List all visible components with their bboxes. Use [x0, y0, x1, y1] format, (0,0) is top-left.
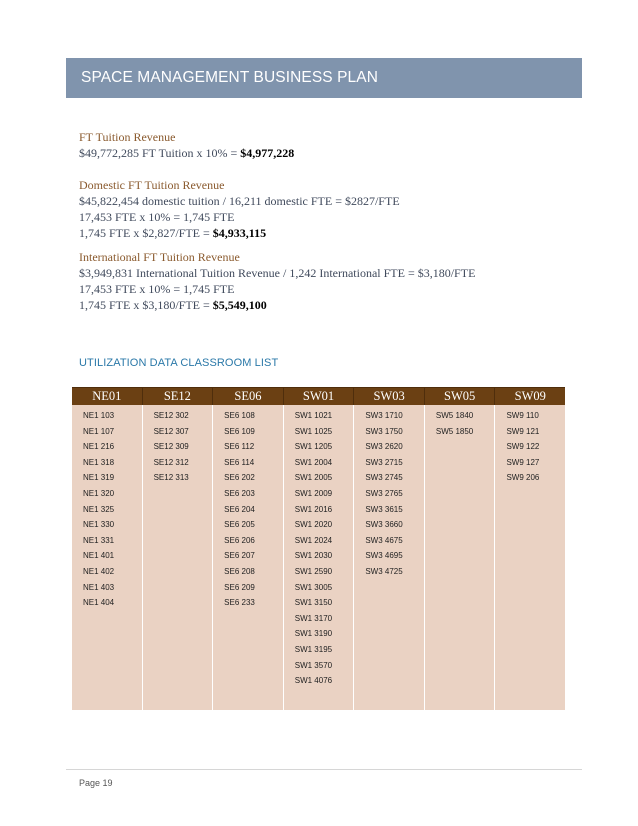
- room-cell: SW3 3615: [365, 504, 403, 514]
- international-line-1: $3,949,831 International Tuition Revenue / 1,242 International FTE = $3,180/FTE: [79, 266, 476, 280]
- building-column: [354, 405, 425, 710]
- room-cell: SW5 1850: [435, 426, 474, 436]
- international-heading: International FT Tuition Revenue: [79, 250, 240, 264]
- column-header: SE06: [213, 388, 284, 405]
- room-cell: SW1 3570: [294, 660, 333, 670]
- room-cell: SW1 3150: [294, 598, 333, 608]
- room-cell: SW3 1750: [365, 426, 403, 436]
- international-line-3: [79, 297, 579, 313]
- domestic-section: [79, 177, 579, 241]
- ft-tuition-formula: $49,772,285 FT Tuition x 10% =: [79, 146, 241, 160]
- room-cell: NE1 330: [83, 520, 115, 530]
- room-cell: NE1 331: [83, 535, 115, 545]
- domestic-formula: 1,745 FTE x $2,827/FTE =: [79, 226, 213, 240]
- room-cell: NE1 319: [83, 473, 115, 483]
- room-cell: SW1 2020: [294, 520, 333, 530]
- classroom-table-body: [72, 405, 565, 710]
- ft-tuition-calculation: [79, 145, 579, 161]
- room-cell: NE1 401: [83, 551, 115, 561]
- ft-tuition-heading: FT Tuition Revenue: [79, 130, 176, 144]
- room-cell: SW3 1710: [365, 411, 403, 420]
- domestic-line-1: $45,822,454 domestic tuition / 16,211 domestic FTE = $2827/FTE: [79, 194, 400, 208]
- room-cell: NE1 216: [83, 442, 115, 452]
- room-cell: SE6 207: [224, 551, 255, 561]
- room-cell: SW1 2016: [294, 504, 333, 514]
- building-column: [72, 405, 143, 710]
- room-cell: SW1 2004: [294, 457, 333, 467]
- page-number: Page 19: [79, 778, 113, 788]
- room-cell: SW1 3195: [294, 644, 333, 654]
- room-cell: SW1 4076: [294, 676, 333, 686]
- header-band: [66, 58, 582, 98]
- column-header: SW05: [425, 388, 496, 405]
- room-cell: SE6 204: [224, 504, 255, 514]
- column-header: SW03: [354, 388, 425, 405]
- room-cell: SE6 203: [224, 488, 255, 498]
- room-cell: SW1 2009: [294, 488, 333, 498]
- room-cell: SE6 233: [224, 598, 255, 608]
- building-column: [213, 405, 284, 710]
- room-cell: SW9 121: [506, 426, 540, 436]
- building-column: [425, 405, 496, 710]
- international-result: $5,549,100: [212, 298, 267, 312]
- room-cell: NE1 318: [83, 457, 115, 467]
- room-cell: NE1 107: [83, 426, 115, 436]
- room-cell: NE1 103: [83, 411, 115, 420]
- room-cell: SW1 3170: [294, 613, 333, 623]
- international-formula: 1,745 FTE x $3,180/FTE =: [79, 298, 213, 312]
- room-cell: SW1 2590: [294, 566, 333, 576]
- room-cell: SW3 4675: [365, 535, 403, 545]
- room-cell: SW9 206: [506, 473, 540, 483]
- ft-tuition-result: $4,977,228: [240, 146, 295, 160]
- room-cell: SW5 1840: [435, 411, 474, 420]
- room-cell: SW9 122: [506, 442, 540, 452]
- room-cell: SW1 1025: [294, 426, 333, 436]
- room-cell: NE1 402: [83, 566, 115, 576]
- room-cell: SW1 2024: [294, 535, 333, 545]
- room-cell: SW3 2765: [365, 488, 403, 498]
- room-cell: SW3 2620: [365, 442, 403, 452]
- footer-divider: [66, 769, 582, 770]
- room-cell: SW3 4695: [365, 551, 403, 561]
- ft-tuition-section: [79, 129, 579, 161]
- building-column: [284, 405, 355, 710]
- room-cell: SE6 205: [224, 520, 255, 530]
- room-cell: SW1 3190: [294, 629, 333, 639]
- room-cell: SE6 109: [224, 426, 255, 436]
- utilization-list-title: UTILIZATION DATA CLASSROOM LIST: [79, 357, 279, 369]
- room-cell: SW3 2745: [365, 473, 403, 483]
- column-header: NE01: [72, 388, 143, 405]
- room-cell: NE1 320: [83, 488, 115, 498]
- room-cell: SW3 3660: [365, 520, 403, 530]
- column-header: SW09: [514, 389, 546, 403]
- classroom-table-header: [72, 387, 565, 405]
- room-cell: SE6 206: [224, 535, 255, 545]
- room-cell: SE6 202: [224, 473, 255, 483]
- domestic-line-2: 17,453 FTE x 10% = 1,745 FTE: [79, 210, 235, 224]
- domestic-result: $4,933,115: [212, 226, 267, 240]
- room-cell: SW1 2030: [294, 551, 333, 561]
- classroom-table: [72, 387, 565, 710]
- domestic-heading: Domestic FT Tuition Revenue: [79, 178, 225, 192]
- room-cell: NE1 325: [83, 504, 115, 514]
- room-cell: SW3 4725: [365, 566, 403, 576]
- room-cell: SE6 209: [224, 582, 255, 592]
- room-cell: SE6 114: [224, 457, 255, 467]
- room-cell: SE12 309: [153, 442, 189, 452]
- document-title: SPACE MANAGEMENT BUSINESS PLAN: [81, 69, 379, 86]
- room-cell: SW9 127: [506, 457, 540, 467]
- domestic-line-3: [79, 225, 579, 241]
- room-cell: SE12 302: [153, 411, 189, 420]
- room-cell: SE6 112: [224, 442, 255, 452]
- column-header: SW01: [284, 388, 355, 405]
- room-cell: SE6 208: [224, 566, 255, 576]
- room-cell: NE1 404: [83, 598, 115, 608]
- room-cell: SE6 108: [224, 411, 255, 420]
- column-header: SE12: [143, 388, 214, 405]
- room-cell: SW9 110: [506, 411, 539, 420]
- building-column: [495, 405, 565, 710]
- room-cell: SW1 1205: [294, 442, 333, 452]
- international-line-2: 17,453 FTE x 10% = 1,745 FTE: [79, 282, 235, 296]
- room-cell: NE1 403: [83, 582, 115, 592]
- room-cell: SE12 313: [153, 473, 189, 483]
- room-cell: SW3 2715: [365, 457, 403, 467]
- room-cell: SE12 312: [153, 457, 189, 467]
- room-cell: SW1 3005: [294, 582, 333, 592]
- room-cell: SW1 1021: [294, 411, 333, 420]
- room-cell: SE12 307: [153, 426, 189, 436]
- building-column: [143, 405, 214, 710]
- international-section: [79, 249, 579, 313]
- room-cell: SW1 2005: [294, 473, 333, 483]
